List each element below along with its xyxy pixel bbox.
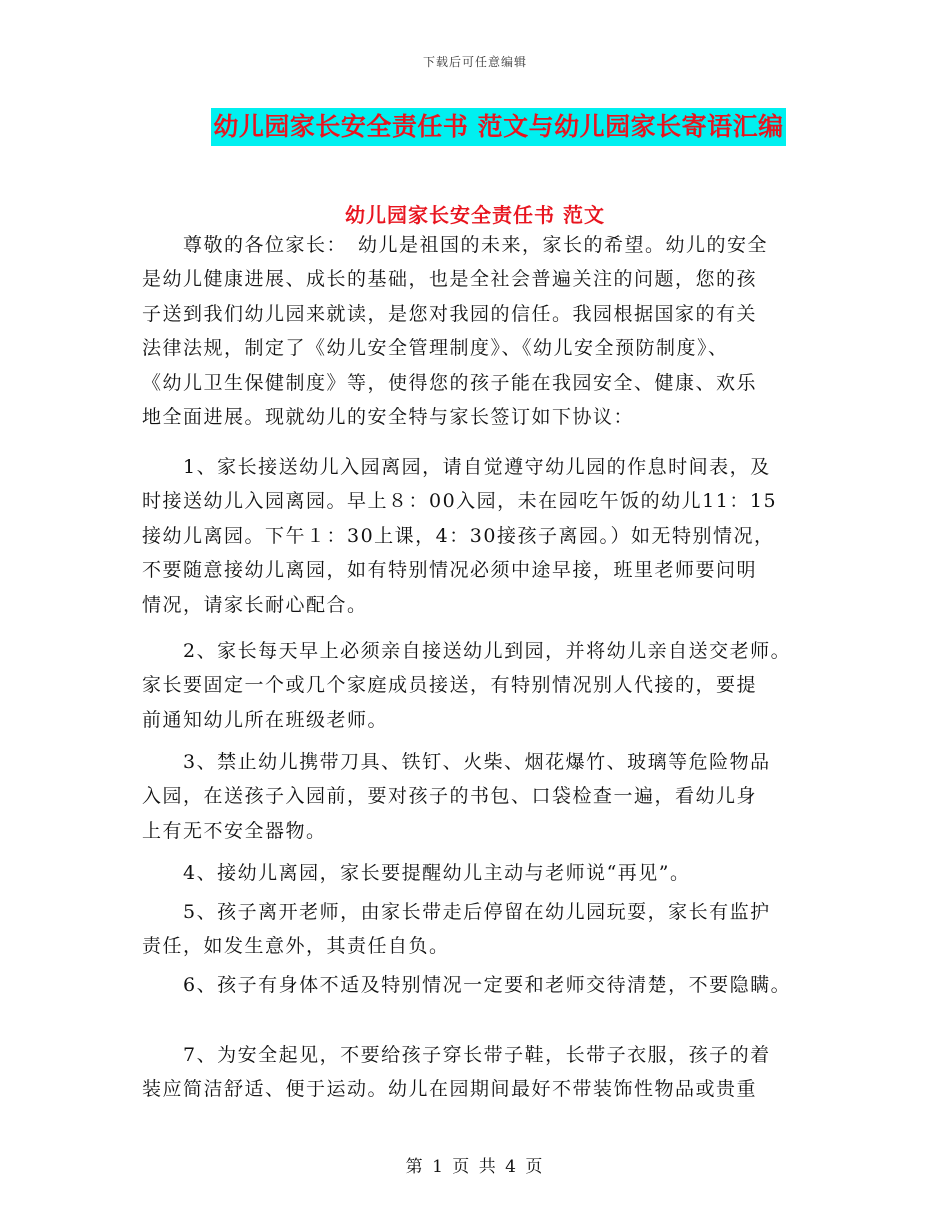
body-block-1 (142, 228, 822, 434)
body-block-6 (142, 895, 822, 964)
body-block-5 (142, 856, 822, 890)
body-line: 4、接幼儿离园，家长要提醒幼儿主动与老师说“再见”。 (142, 862, 691, 884)
body-block-8 (142, 1038, 822, 1107)
body-line: 上有无不安全器物。 (142, 819, 327, 842)
body-line: 3、禁止幼儿携带刀具、铁钉、火柴、烟花爆竹、玻璃等危险物品 (142, 751, 771, 773)
body-line: 7、为安全起见，不要给孩子穿长带子鞋，长带子衣服，孩子的着 (142, 1044, 771, 1066)
body-line: 地全面进展。现就幼儿的安全特与家长签订如下协议： (142, 406, 635, 429)
body-block-2 (142, 450, 822, 622)
body-line: 法律法规，制定了《幼儿安全管理制度》、《幼儿安全预防制度》、 (142, 337, 729, 360)
body-line: 子送到我们幼儿园来就读，是您对我园的信任。我园根据国家的有关 (142, 302, 758, 325)
body-block-3 (142, 634, 822, 737)
body-line: 前通知幼儿所在班级老师。 (142, 708, 389, 731)
body-line: 装应简洁舒适、便于运动。幼儿在园期间最好不带装饰性物品或贵重 (142, 1078, 758, 1101)
header-note: 下载后可任意编辑 (422, 55, 527, 69)
body-block-7 (142, 968, 822, 1002)
document-title-wrap (0, 108, 950, 146)
body-line: 入园，在送孩子入园前，要对孩子的书包、口袋检查一遍，看幼儿身 (142, 785, 758, 808)
page-number-footer: 第 1 页 共 4 页 (405, 1157, 545, 1177)
body-line: 是幼儿健康进展、成长的基础，也是全社会普遍关注的问题，您的孩 (142, 268, 758, 291)
body-line: 时接送幼儿入园离园。早上８：00入园，未在园吃午饭的幼儿11：15 (142, 490, 778, 513)
body-line: 6、孩子有身体不适及特别情况一定要和老师交待清楚，不要隐瞒。 (142, 974, 792, 996)
body-line: 接幼儿离园。下午１：30上课，4：30接孩子离园。）如无特别情况， (142, 524, 775, 547)
body-line: 情况，请家长耐心配合。 (142, 593, 368, 616)
body-line: 不要随意接幼儿离园，如有特别情况必须中途早接，班里老师要问明 (142, 559, 758, 582)
body-line: 责任，如发生意外，其责任自负。 (142, 935, 450, 958)
body-line: 2、家长每天早上必须亲自接送幼儿到园，并将幼儿亲自送交老师。 (142, 640, 792, 662)
body-line: 1、家长接送幼儿入园离园，请自觉遵守幼儿园的作息时间表，及 (142, 456, 771, 478)
body-line: 尊敬的各位家长： 幼儿是祖国的未来，家长的希望。幼儿的安全 (142, 234, 769, 256)
document-title: 幼儿园家长安全责任书 范文与幼儿园家长寄语汇编 (211, 108, 785, 146)
body-line: 5、孩子离开老师，由家长带走后停留在幼儿园玩耍，家长有监护 (142, 901, 771, 923)
body-line: 家长要固定一个或几个家庭成员接送，有特别情况别人代接的，要提 (142, 674, 758, 697)
section-title: 幼儿园家长安全责任书 范文 (345, 203, 605, 227)
body-line: 《幼儿卫生保健制度》等，使得您的孩子能在我园安全、健康、欢乐 (142, 371, 758, 394)
body-block-4 (142, 745, 822, 848)
